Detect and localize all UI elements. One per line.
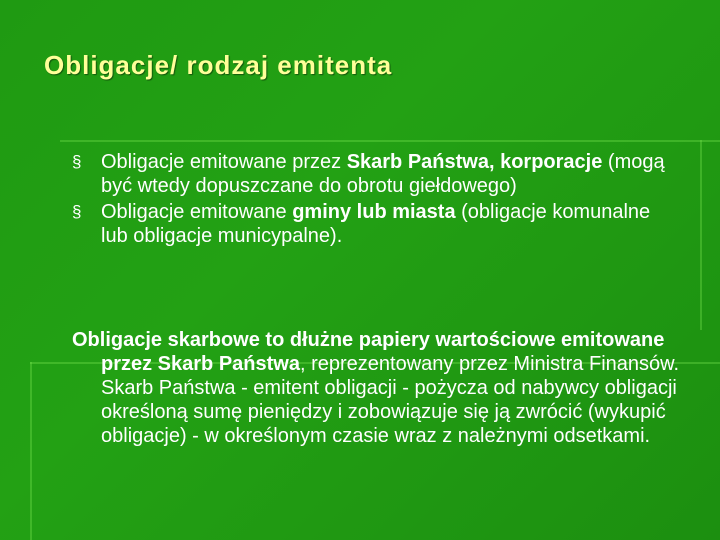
- bullet-section: [72, 150, 672, 250]
- bullet-text-1-part-1: Obligacje emitowane przez: [101, 151, 347, 173]
- bullet-marker: §: [72, 202, 82, 221]
- bullet-text-1-part-2: Skarb Państwa, korporacje: [346, 151, 603, 173]
- bullet-text-2-part-2: gminy lub miasta: [292, 201, 456, 223]
- bullet-item-2: [72, 200, 672, 248]
- slide-title: Obligacje/ rodzaj emitenta: [44, 50, 393, 80]
- bullet-marker: §: [72, 152, 82, 171]
- paragraph-part-1: Obligacje skarbowe to dłużne papiery wartościowe emitowane przez Skarb Państwa: [72, 329, 665, 375]
- decorative-line-top: [60, 140, 720, 142]
- paragraph-part-2: , reprezentowany przez Ministra Finansów. Skarb Państwa - emitent obligacji - pożycza od nabywcy obligacji określoną sumę pieniędzy i zobowiązuje się ją zwrócić (wykupić obligacje) - w określonym czasie wraz z należnymi odsetkami.: [101, 353, 680, 447]
- bullet-list: [72, 150, 672, 248]
- definition-paragraph: [72, 328, 701, 448]
- decorative-line-left: [30, 362, 32, 540]
- bullet-item-1: [72, 150, 672, 198]
- bullet-text-1-part-3: (mogą być wtedy dopuszczane do obrotu giełdowego): [101, 151, 665, 197]
- decorative-line-right: [700, 140, 702, 330]
- bullet-text-2-part-3: (obligacje komunalne lub obligacje municypalne).: [101, 201, 651, 247]
- bullet-text-2-part-1: Obligacje emitowane: [101, 201, 293, 223]
